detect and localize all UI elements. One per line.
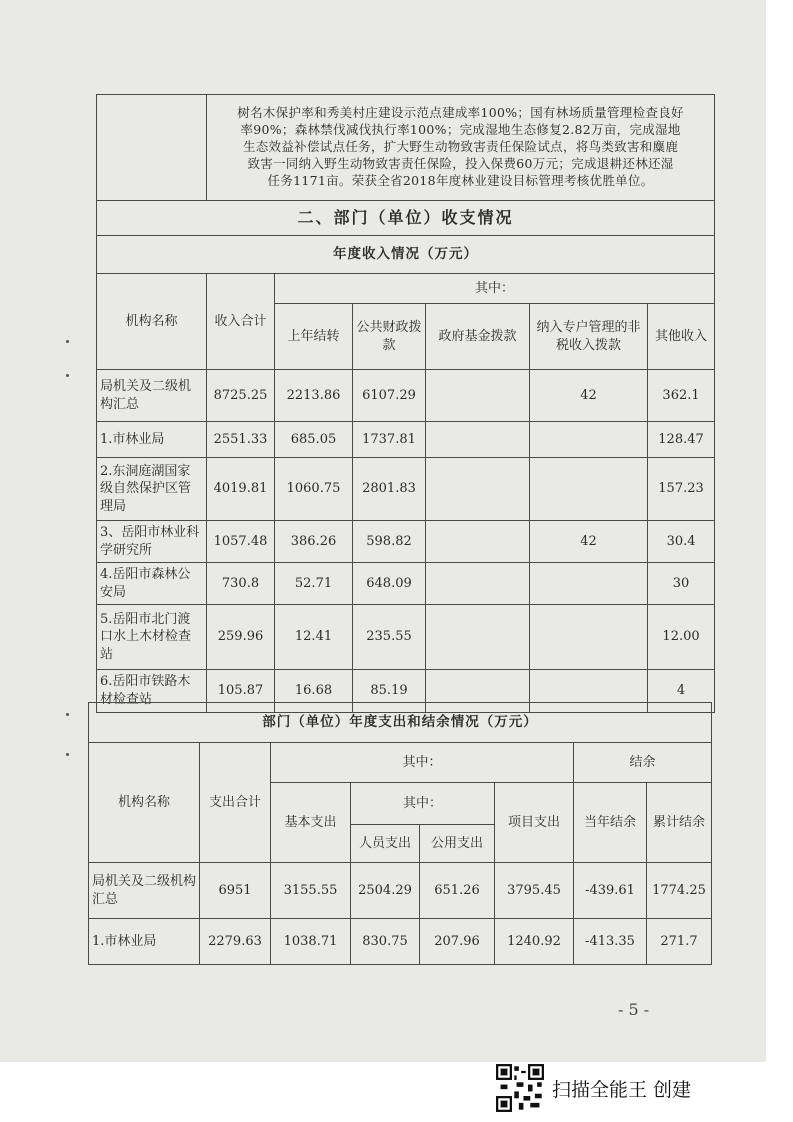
income-total: 105.87 (207, 670, 275, 713)
expense-col-total: 支出合计 (200, 743, 271, 863)
table-row (97, 605, 715, 670)
income-col-other: 其他收入 (648, 304, 715, 370)
expense-col-public: 公用支出 (420, 825, 495, 863)
income-nontax (530, 563, 648, 605)
income-fiscal: 598.82 (353, 521, 426, 563)
expense-col-basic: 基本支出 (271, 783, 351, 863)
intro-line: 率90%；森林禁伐减伐执行率100%；完成湿地生态修复2.82万亩，完成湿地 (240, 122, 681, 138)
table-row (97, 422, 715, 458)
income-carryover: 2213.86 (275, 370, 353, 422)
income-gov-fund (426, 370, 530, 422)
table-row (97, 563, 715, 605)
expense-year-balance: -413.35 (574, 919, 647, 965)
expense-table-title: 部门（单位）年度支出和结余情况（万元） (89, 703, 712, 743)
expense-col-personnel: 人员支出 (351, 825, 420, 863)
page-number: - 5 - (618, 1000, 650, 1019)
income-col-fiscal: 公共财政拨款 (353, 304, 426, 370)
income-nontax (530, 458, 648, 521)
expense-total: 2279.63 (200, 919, 271, 965)
income-table (96, 94, 715, 713)
org-name: 3、岳阳市林业科学研究所 (97, 521, 207, 563)
org-name: 5.岳阳市北门渡口水上木材检查站 (97, 605, 207, 670)
qr-code-icon (496, 1064, 544, 1112)
org-name: 局机关及二级机构汇总 (97, 370, 207, 422)
expense-cum-balance: 1774.25 (647, 863, 712, 919)
income-gov-fund (426, 422, 530, 458)
section-title: 二、部门（单位）收支情况 (97, 201, 715, 236)
income-col-name: 机构名称 (97, 274, 207, 370)
income-fiscal: 85.19 (353, 670, 426, 713)
income-nontax (530, 422, 648, 458)
expense-personnel: 830.75 (351, 919, 420, 965)
expense-col-project: 项目支出 (495, 783, 574, 863)
table-row (89, 919, 712, 965)
intro-line: 生态效益补偿试点任务，扩大野生动物致害责任保险试点，将鸟类致害和麋鹿 (242, 139, 679, 155)
income-col-nontax: 纳入专户管理的非税收入拨款 (530, 304, 648, 370)
expense-total: 6951 (200, 863, 271, 919)
watermark-text: 扫描全能王 创建 (552, 1078, 692, 1101)
income-carryover: 685.05 (275, 422, 353, 458)
expense-table (88, 702, 712, 965)
income-col-among: 其中： (275, 274, 715, 304)
expense-basic: 1038.71 (271, 919, 351, 965)
income-other: 128.47 (648, 422, 715, 458)
income-nontax: 42 (530, 521, 648, 563)
income-table-title: 年度收入情况（万元） (97, 236, 715, 274)
expense-public: 207.96 (420, 919, 495, 965)
expense-col-year-balance: 当年结余 (574, 783, 647, 863)
expense-basic: 3155.55 (271, 863, 351, 919)
income-total: 1057.48 (207, 521, 275, 563)
income-other: 30.4 (648, 521, 715, 563)
table-row (97, 458, 715, 521)
income-col-carryover: 上年结转 (275, 304, 353, 370)
income-total: 8725.25 (207, 370, 275, 422)
income-other: 4 (648, 670, 715, 713)
income-carryover: 52.71 (275, 563, 353, 605)
income-carryover: 16.68 (275, 670, 353, 713)
income-gov-fund (426, 605, 530, 670)
org-name: 4.岳阳市森林公安局 (97, 563, 207, 605)
income-other: 362.1 (648, 370, 715, 422)
income-total: 2551.33 (207, 422, 275, 458)
table-row (97, 370, 715, 422)
expense-project: 3795.45 (495, 863, 574, 919)
income-gov-fund (426, 458, 530, 521)
income-gov-fund (426, 521, 530, 563)
income-fiscal: 1737.81 (353, 422, 426, 458)
expense-personnel: 2504.29 (351, 863, 420, 919)
intro-line: 致害一同纳入野生动物致害责任保险，投入保费60万元；完成退耕还林还湿 (247, 155, 674, 171)
income-carryover: 386.26 (275, 521, 353, 563)
org-name: 1.市林业局 (97, 422, 207, 458)
income-gov-fund (426, 563, 530, 605)
expense-col-among2: 其中： (351, 783, 495, 825)
income-nontax: 42 (530, 370, 648, 422)
scan-speck (66, 374, 69, 377)
expense-col-among: 其中： (271, 743, 574, 783)
org-name: 局机关及二级机构汇总 (89, 863, 200, 919)
org-name: 6.岳阳市铁路木材检查站 (97, 670, 207, 713)
income-total: 730.8 (207, 563, 275, 605)
scan-speck (66, 713, 69, 716)
income-fiscal: 2801.83 (353, 458, 426, 521)
expense-project: 1240.92 (495, 919, 574, 965)
scan-speck (66, 340, 69, 343)
expense-col-balance: 结余 (574, 743, 712, 783)
table-row (89, 863, 712, 919)
table-row (97, 521, 715, 563)
intro-line: 树名木保护率和秀美村庄建设示范点建成率100%；国有林场质量管理检查良好 (237, 105, 684, 121)
expense-col-name: 机构名称 (89, 743, 200, 863)
expense-public: 651.26 (420, 863, 495, 919)
expense-year-balance: -439.61 (574, 863, 647, 919)
income-other: 157.23 (648, 458, 715, 521)
scan-speck (66, 753, 69, 756)
income-nontax (530, 605, 648, 670)
intro-blank-cell (97, 95, 207, 201)
income-total: 4019.81 (207, 458, 275, 521)
income-fiscal: 648.09 (353, 563, 426, 605)
income-total: 259.96 (207, 605, 275, 670)
income-col-total: 收入合计 (207, 274, 275, 370)
scanner-watermark (496, 1060, 691, 1116)
org-name: 2.东洞庭湖国家级自然保护区管理局 (97, 458, 207, 521)
org-name: 1.市林业局 (89, 919, 200, 965)
income-carryover: 12.41 (275, 605, 353, 670)
expense-cum-balance: 271.7 (647, 919, 712, 965)
intro-paragraph (207, 95, 715, 201)
expense-col-cum-balance: 累计结余 (647, 783, 712, 863)
income-col-gov-fund: 政府基金拨款 (426, 304, 530, 370)
income-fiscal: 6107.29 (353, 370, 426, 422)
intro-line: 任务1171亩。荣获全省2018年度林业建设目标管理考核优胜单位。 (267, 172, 654, 188)
income-carryover: 1060.75 (275, 458, 353, 521)
income-other: 12.00 (648, 605, 715, 670)
income-other: 30 (648, 563, 715, 605)
income-fiscal: 235.55 (353, 605, 426, 670)
